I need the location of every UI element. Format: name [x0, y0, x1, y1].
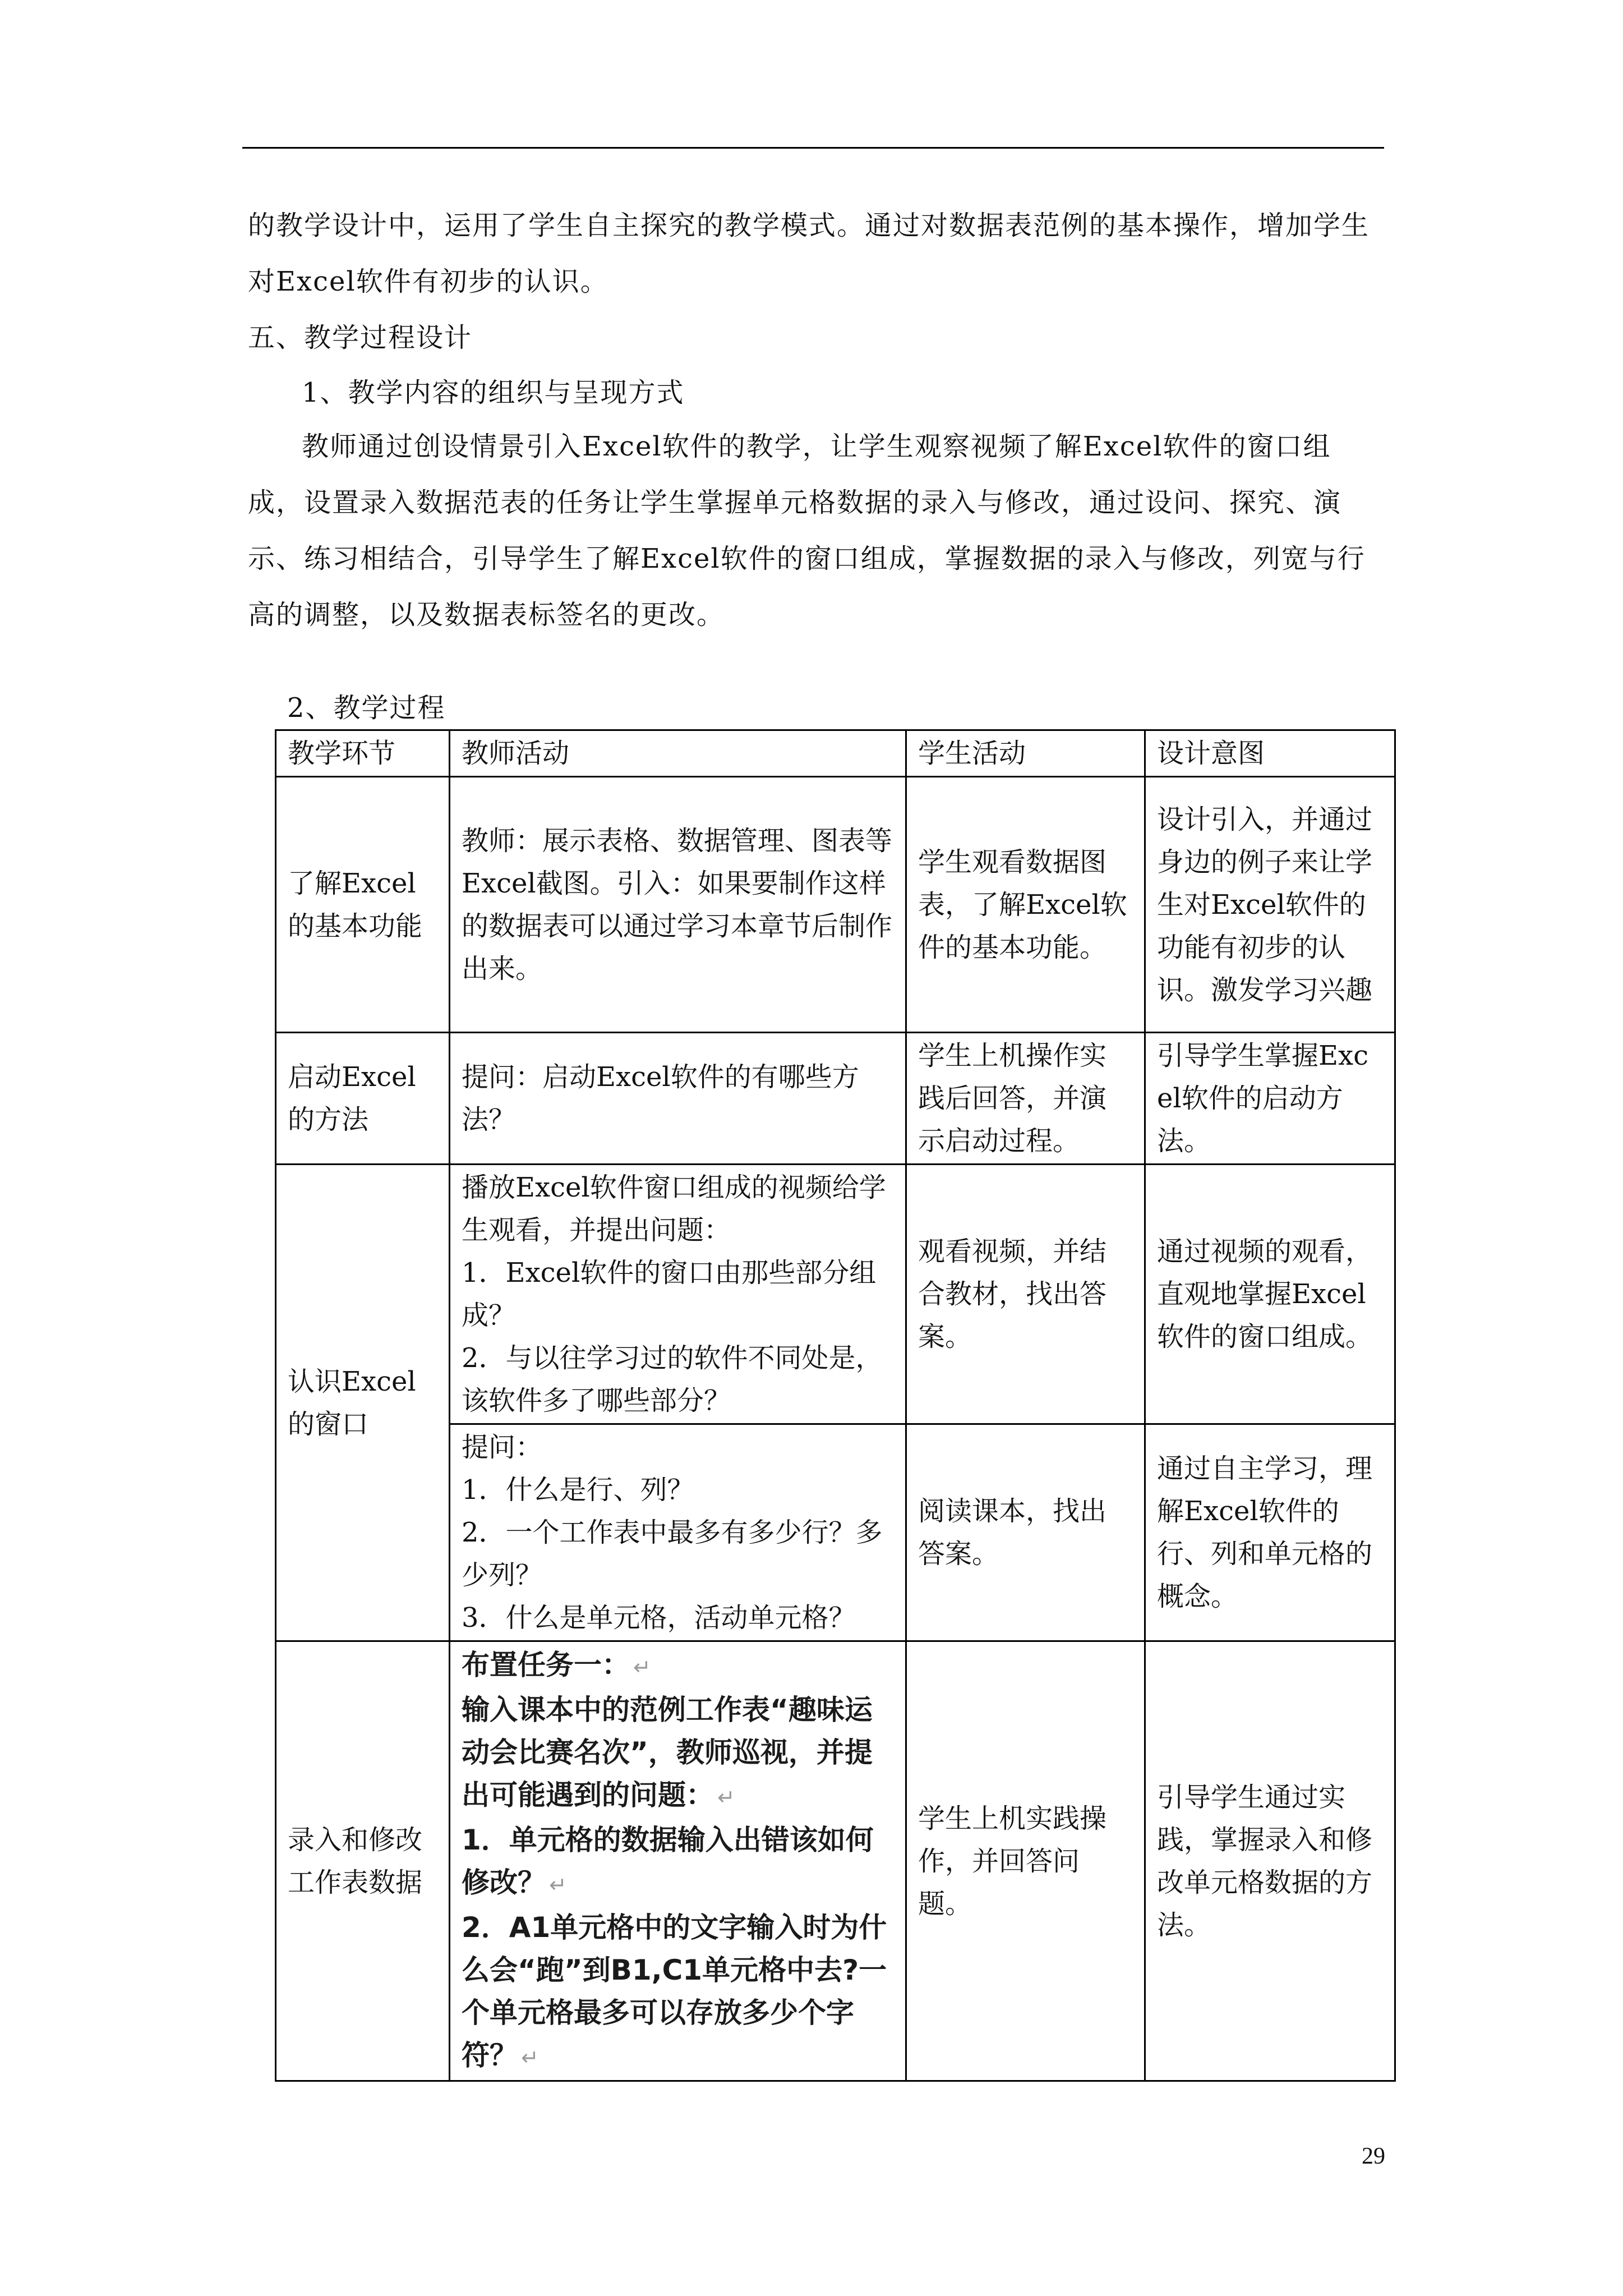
teacher-line: 输入课本中的范例工作表“趣味运动会比赛名次”，教师巡视，并提出可能遇到的问题： [462, 1693, 873, 1811]
table-row [276, 1165, 1395, 1424]
page-number: 29 [1362, 2143, 1385, 2169]
teacher-cell: 教师：展示表格、数据管理、图表等Excel截图。引入：如果要制作这样的数据表可以通过学习本章节后制作出来。 [450, 777, 906, 1033]
intent-cell: 通过自主学习，理解Excel软件的行、列和单元格的概念。 [1145, 1424, 1395, 1641]
return-mark-icon: ↵ [549, 1872, 567, 1897]
teaching-process-table [275, 729, 1396, 2082]
teacher-cell [450, 1165, 906, 1424]
teacher-line: 2．一个工作表中最多有多少行？多少列？ [462, 1517, 883, 1591]
subsection-heading-2: 2、教学过程 [287, 692, 446, 724]
student-cell: 观看视频，并结合教材，找出答案。 [906, 1165, 1145, 1424]
stage-cell: 认识Excel的窗口 [276, 1165, 450, 1641]
table-row [276, 1033, 1395, 1165]
teacher-line: 2．A1单元格中的文字输入时为什么会“跑”到B1,C1单元格中去?一个单元格最多可以存放多少个字符？ [462, 1911, 887, 2072]
intent-cell: 引导学生掌握Excel软件的启动方法。 [1145, 1033, 1395, 1165]
teacher-line: 布置任务一： [462, 1648, 630, 1681]
student-cell: 学生上机实践操作，并回答问题。 [906, 1641, 1145, 2081]
intent-cell: 通过视频的观看，直观地掌握Excel软件的窗口组成。 [1145, 1165, 1395, 1424]
header-student: 学生活动 [906, 730, 1145, 777]
return-mark-icon: ↵ [717, 1784, 735, 1810]
teacher-line: 播放Excel软件窗口组成的视频给学生观看，并提出问题： [462, 1172, 886, 1246]
table-header-row [276, 730, 1395, 777]
table-row [276, 1641, 1395, 2081]
teacher-cell: 提问：启动Excel软件的有哪些方法？ [450, 1033, 906, 1165]
subsection-body-1: 教师通过创设情景引入Excel软件的教学，让学生观察视频了解Excel软件的窗口组成，设置录入数据范表的任务让学生掌握单元格数据的录入与修改，通过设问、探究、演示、练习相结合，引导学生了解Excel软件的窗口组成，掌握数据的录入与修改，列宽与行高的调整，以及数据表标签名的更改。 [248, 431, 1366, 631]
intent-cell: 设计引入，并通过身边的例子来让学生对Excel软件的功能有初步的认识。激发学习兴趣 [1145, 777, 1395, 1033]
teacher-cell [450, 1424, 906, 1641]
subsection-heading-1: 1、教学内容的组织与呈现方式 [302, 377, 685, 408]
student-cell: 学生上机操作实践后回答，并演示启动过程。 [906, 1033, 1145, 1165]
student-cell: 学生观看数据图表，了解Excel软件的基本功能。 [906, 777, 1145, 1033]
header-stage: 教学环节 [276, 730, 450, 777]
teacher-cell [450, 1641, 906, 2081]
stage-cell: 录入和修改工作表数据 [276, 1641, 450, 2081]
teacher-line: 2．与以往学习过的软件不同处是，该软件多了哪些部分？ [462, 1342, 883, 1416]
return-mark-icon: ↵ [521, 2045, 539, 2070]
intro-paragraph: 的教学设计中，运用了学生自主探究的教学模式。通过对数据表范例的基本操作，增加学生对Excel软件有初步的认识。 [248, 210, 1370, 297]
teacher-line: 3．什么是单元格，活动单元格？ [462, 1602, 856, 1634]
teacher-line: 提问： [462, 1432, 543, 1463]
teacher-line: 1．什么是行、列？ [462, 1474, 694, 1506]
intent-cell: 引导学生通过实践，掌握录入和修改单元格数据的方法。 [1145, 1641, 1395, 2081]
header-intent: 设计意图 [1145, 730, 1395, 777]
header-teacher: 教师活动 [450, 730, 906, 777]
teacher-line: 1．单元格的数据输入出错该如何修改？ [462, 1823, 874, 1899]
stage-cell: 启动Excel的方法 [276, 1033, 450, 1165]
return-mark-icon: ↵ [633, 1654, 651, 1680]
teacher-line: 1．Excel软件的窗口由那些部分组成？ [462, 1257, 877, 1331]
student-cell: 阅读课本，找出答案。 [906, 1424, 1145, 1641]
stage-cell: 了解Excel的基本功能 [276, 777, 450, 1033]
section-heading: 五、教学过程设计 [248, 322, 473, 353]
table-row [276, 777, 1395, 1033]
header-rule [242, 147, 1384, 149]
